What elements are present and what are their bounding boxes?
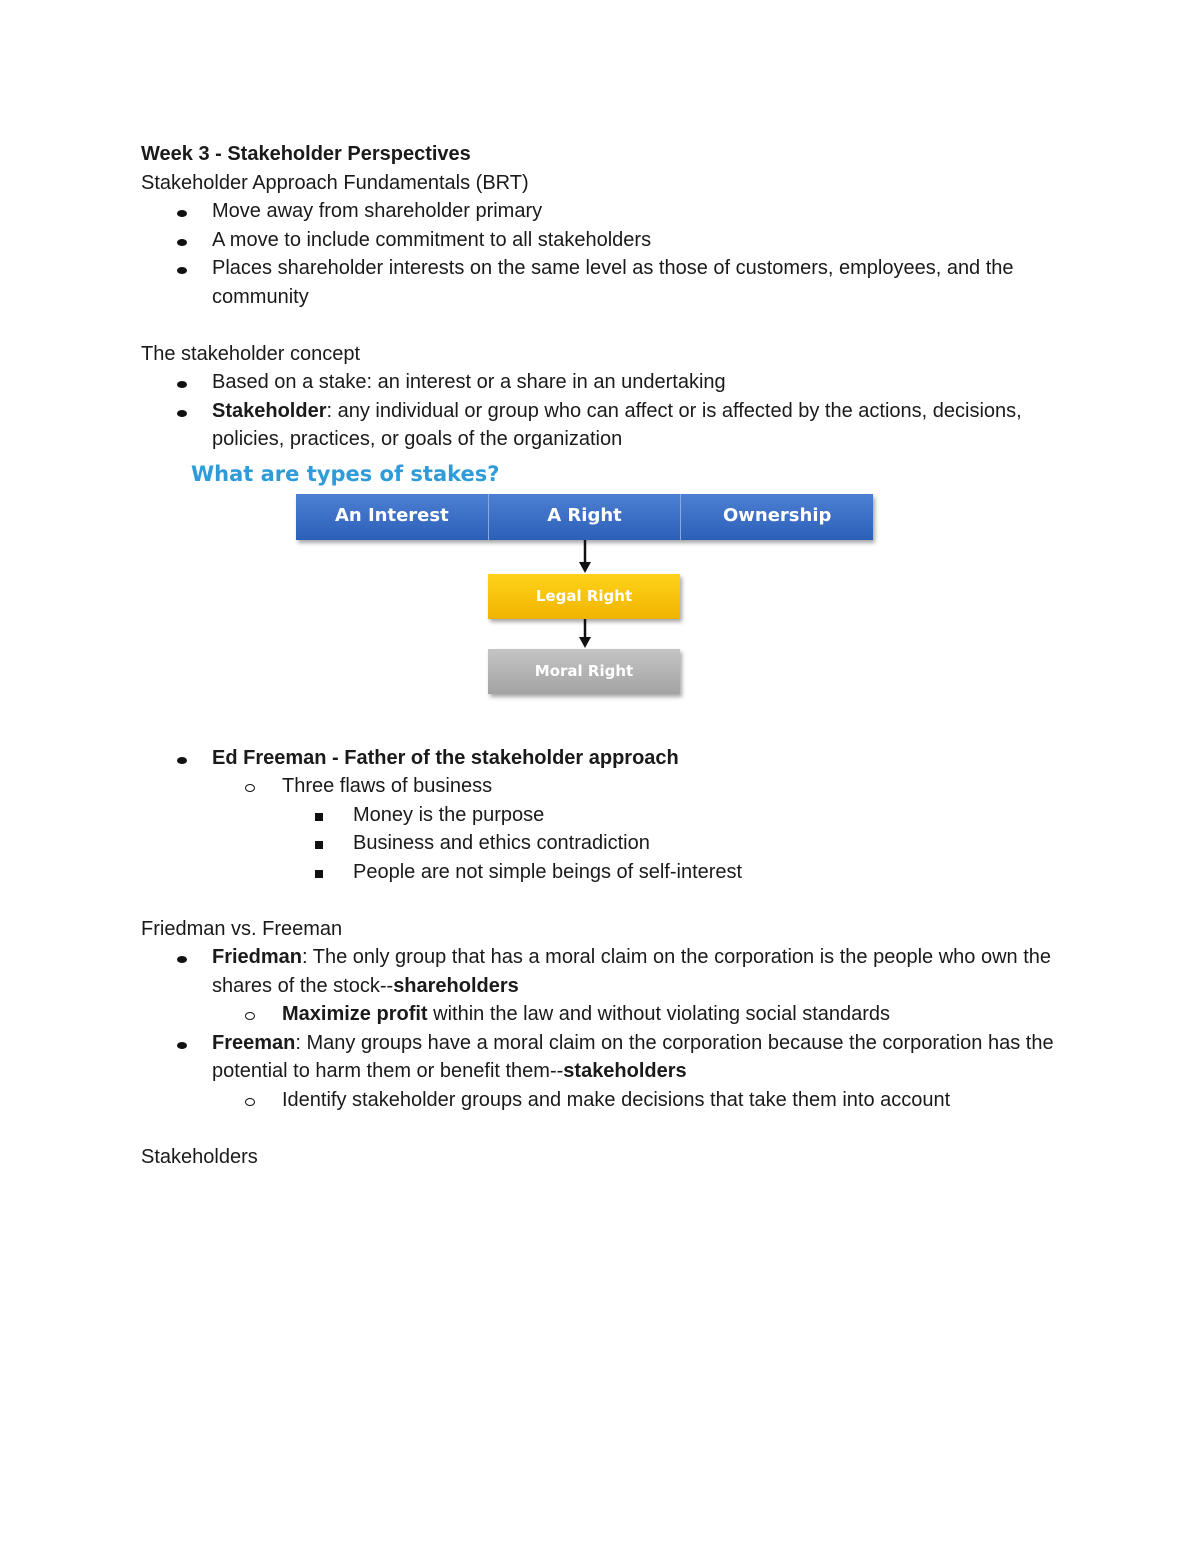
section-heading-comparison: Friedman vs. Freeman xyxy=(141,917,343,940)
bullet-icon xyxy=(177,1042,187,1049)
list-item: Friedman: The only group that has a moral claim on the corporation is the people who own the shares of the stock--shareholders xyxy=(141,943,1061,1000)
list-item: Move away from shareholder primary xyxy=(141,197,1061,226)
section-heading-brt: Stakeholder Approach Fundamentals (BRT) xyxy=(141,171,529,194)
bullet-icon xyxy=(177,381,187,388)
bullet-icon xyxy=(177,757,187,764)
hollow-bullet-icon xyxy=(245,784,255,792)
stake-types-bar xyxy=(296,494,873,540)
page-title: Week 3 - Stakeholder Perspectives xyxy=(141,143,471,165)
square-bullet-icon xyxy=(315,841,323,849)
list-item: Freeman: Many groups have a moral claim on the corporation because the corporation has the potential to harm them or benefit them--stakeholders xyxy=(141,1029,1061,1086)
list-item: Based on a stake: an interest or a share in an undertaking xyxy=(141,368,1061,397)
list-item: People are not simple beings of self-interest xyxy=(141,858,1061,887)
legal-right-box: Legal Right xyxy=(488,574,680,619)
comparison-list xyxy=(141,943,1061,1114)
square-bullet-icon xyxy=(315,870,323,878)
bullet-icon xyxy=(177,239,187,246)
bullet-icon xyxy=(177,410,187,417)
document-page xyxy=(141,140,1061,1171)
list-item: Ed Freeman - Father of the stakeholder approach xyxy=(141,744,1061,773)
list-item: Identify stakeholder groups and make decisions that take them into account xyxy=(141,1086,1061,1115)
bullet-icon xyxy=(177,210,187,217)
bullet-icon xyxy=(177,956,187,963)
square-bullet-icon xyxy=(315,813,323,821)
stake-right: A Right xyxy=(489,494,682,540)
stakes-diagram xyxy=(141,454,1061,744)
list-item: A move to include commitment to all stakeholders xyxy=(141,226,1061,255)
concept-list xyxy=(141,368,1061,454)
stake-interest: An Interest xyxy=(296,494,489,540)
section-heading-concept: The stakeholder concept xyxy=(141,342,361,365)
term-stakeholder: Stakeholder xyxy=(212,399,327,422)
stake-ownership: Ownership xyxy=(681,494,873,540)
hollow-bullet-icon xyxy=(245,1098,255,1106)
brt-list xyxy=(141,197,1061,311)
list-item: Business and ethics contradiction xyxy=(141,829,1061,858)
list-item: Three flaws of business xyxy=(141,772,1061,801)
freeman-list xyxy=(141,744,1061,887)
arrow-down-icon xyxy=(577,540,593,574)
arrow-down-icon xyxy=(577,619,593,649)
hollow-bullet-icon xyxy=(245,1012,255,1020)
list-item: Maximize profit within the law and without violating social standards xyxy=(141,1000,1061,1029)
diagram-title: What are types of stakes? xyxy=(191,461,500,486)
list-item: Money is the purpose xyxy=(141,801,1061,830)
moral-right-box: Moral Right xyxy=(488,649,680,694)
list-item: Places shareholder interests on the same level as those of customers, employees, and the community xyxy=(141,254,1061,311)
list-item: Stakeholder: any individual or group who can affect or is affected by the actions, decisions, policies, practices, or goals of the organization xyxy=(141,397,1061,454)
section-heading-stakeholders: Stakeholders xyxy=(141,1145,258,1168)
bullet-icon xyxy=(177,267,187,274)
